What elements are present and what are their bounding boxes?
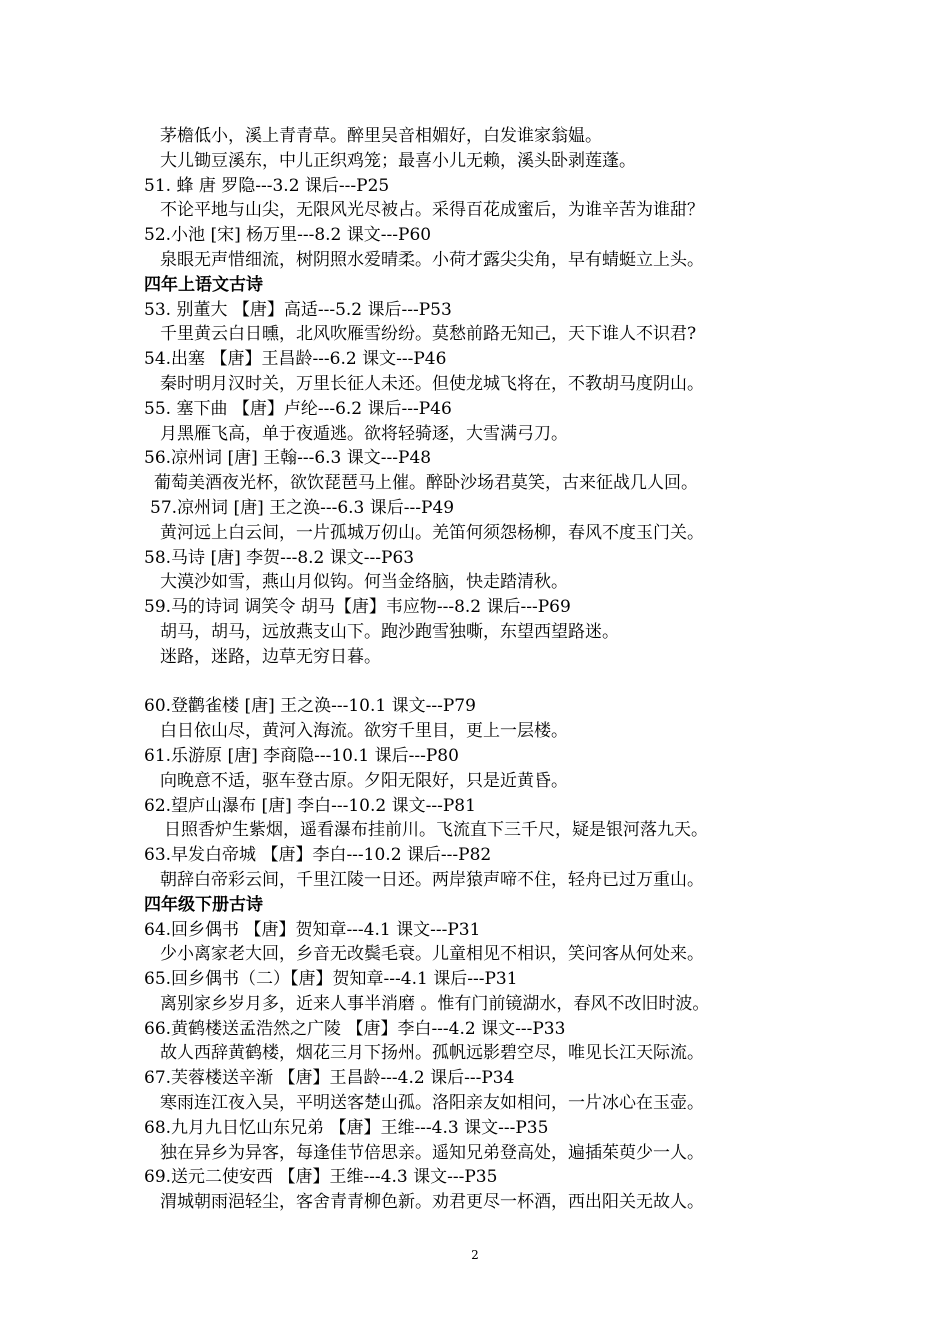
poem-title: 62.望庐山瀑布 [唐] 李白---10.2 课文---P81 bbox=[144, 795, 476, 816]
poem-verse: 千里黄云白日曛，北风吹雁雪纷纷。莫愁前路无知己，天下谁人不识君? bbox=[160, 324, 697, 345]
poem-list bbox=[144, 124, 794, 1215]
poem-title: 60.登鹳雀楼 [唐] 王之涣---10.1 课文---P79 bbox=[144, 696, 476, 717]
section-heading: 四年上语文古诗 bbox=[144, 274, 263, 295]
poem-verse: 月黑雁飞高，单于夜遁逃。欲将轻骑逐，大雪满弓刀。 bbox=[160, 423, 568, 444]
poem-verse: 日照香炉生紫烟，遥看瀑布挂前川。飞流直下三千尺，疑是银河落九天。 bbox=[164, 820, 708, 841]
poem-verse: 大漠沙如雪，燕山月似钩。何当金络脑，快走踏清秋。 bbox=[160, 572, 568, 593]
poem-verse: 向晚意不适，驱车登古原。夕阳无限好，只是近黄昏。 bbox=[160, 770, 568, 791]
poem-title: 67.芙蓉楼送辛渐 【唐】王昌龄---4.2 课后---P34 bbox=[144, 1068, 515, 1089]
section-heading: 四年级下册古诗 bbox=[144, 894, 263, 915]
poem-verse: 朝辞白帝彩云间，千里江陵一日还。两岸猿声啼不住，轻舟已过万重山。 bbox=[160, 869, 704, 890]
poem-title: 57.凉州词 [唐] 王之涣---6.3 课后---P49 bbox=[150, 497, 455, 518]
poem-title: 52.小池 [宋] 杨万里---8.2 课文---P60 bbox=[144, 225, 432, 246]
poem-title: 55. 塞下曲 【唐】卢纶---6.2 课后---P46 bbox=[144, 398, 452, 419]
poem-verse: 不论平地与山尖，无限风光尽被占。采得百花成蜜后，为谁辛苦为谁甜？ bbox=[160, 200, 704, 221]
poem-verse: 寒雨连江夜入吴，平明送客楚山孤。洛阳亲友如相问，一片冰心在玉壶。 bbox=[160, 1093, 704, 1114]
blank-line bbox=[144, 670, 794, 695]
poem-verse: 黄河远上白云间，一片孤城万仞山。羌笛何须怨杨柳，春风不度玉门关。 bbox=[160, 522, 704, 543]
poem-title: 63.早发白帝城 【唐】李白---10.2 课后---P82 bbox=[144, 845, 492, 866]
poem-title: 66.黄鹤楼送孟浩然之广陵 【唐】李白---4.2 课文---P33 bbox=[144, 1018, 566, 1039]
poem-title: 64.回乡偶书 【唐】贺知章---4.1 课文---P31 bbox=[144, 919, 481, 940]
poem-verse: 独在异乡为异客，每逢佳节倍思亲。遥知兄弟登高处，遍插茱萸少一人。 bbox=[160, 1142, 704, 1163]
poem-title: 53. 别董大 【唐】高适---5.2 课后---P53 bbox=[144, 299, 452, 320]
poem-verse: 胡马，胡马，远放燕支山下。跑沙跑雪独嘶，东望西望路迷。 bbox=[160, 621, 619, 642]
poem-verse: 白日依山尽，黄河入海流。欲穷千里目，更上一层楼。 bbox=[160, 721, 568, 742]
poem-title: 61.乐游原 [唐] 李商隐---10.1 课后---P80 bbox=[144, 745, 459, 766]
poem-verse: 故人西辞黄鹤楼，烟花三月下扬州。孤帆远影碧空尽，唯见长江天际流。 bbox=[160, 1043, 704, 1064]
poem-verse: 大儿锄豆溪东，中儿正织鸡笼；最喜小儿无赖，溪头卧剥莲蓬。 bbox=[160, 150, 636, 171]
poem-verse: 渭城朝雨浥轻尘，客舍青青柳色新。劝君更尽一杯酒，西出阳关无故人。 bbox=[160, 1192, 704, 1213]
poem-title: 56.凉州词 [唐] 王翰---6.3 课文---P48 bbox=[144, 448, 432, 469]
poem-verse: 秦时明月汉时关，万里长征人未还。但使龙城飞将在，不教胡马度阴山。 bbox=[160, 373, 704, 394]
page-number: 2 bbox=[471, 1248, 479, 1262]
poem-verse: 迷路，迷路，边草无穷日暮。 bbox=[160, 646, 381, 667]
poem-verse: 泉眼无声惜细流，树阴照水爱晴柔。小荷才露尖尖角，早有蜻蜓立上头。 bbox=[160, 249, 704, 270]
poem-title: 58.马诗 [唐] 李贺---8.2 课文---P63 bbox=[144, 547, 415, 568]
poem-verse: 离别家乡岁月多，近来人事半消磨 。惟有门前镜湖水，春风不改旧时波。 bbox=[160, 993, 710, 1014]
poem-title: 65.回乡偶书（二）【唐】贺知章---4.1 课后---P31 bbox=[144, 969, 518, 990]
poem-title: 51. 蜂 唐 罗隐---3.2 课后---P25 bbox=[144, 175, 390, 196]
poem-title: 54.出塞 【唐】王昌龄---6.2 课文---P46 bbox=[144, 349, 447, 370]
poem-verse: 茅檐低小，溪上青青草。醉里吴音相媚好，白发谁家翁媪。 bbox=[160, 126, 602, 146]
poem-verse: 葡萄美酒夜光杯，欲饮琵琶马上催。醉卧沙场君莫笑，古来征战几人回。 bbox=[154, 473, 698, 494]
poem-title: 59.马的诗词 调笑令 胡马【唐】韦应物---8.2 课后---P69 bbox=[144, 597, 571, 618]
poem-title: 68.九月九日忆山东兄弟 【唐】王维---4.3 课文---P35 bbox=[144, 1117, 549, 1138]
poem-title: 69.送元二使安西 【唐】王维---4.3 课文---P35 bbox=[144, 1167, 498, 1188]
poem-verse: 少小离家老大回，乡音无改鬓毛衰。儿童相见不相识，笑问客从何处来。 bbox=[160, 944, 704, 965]
